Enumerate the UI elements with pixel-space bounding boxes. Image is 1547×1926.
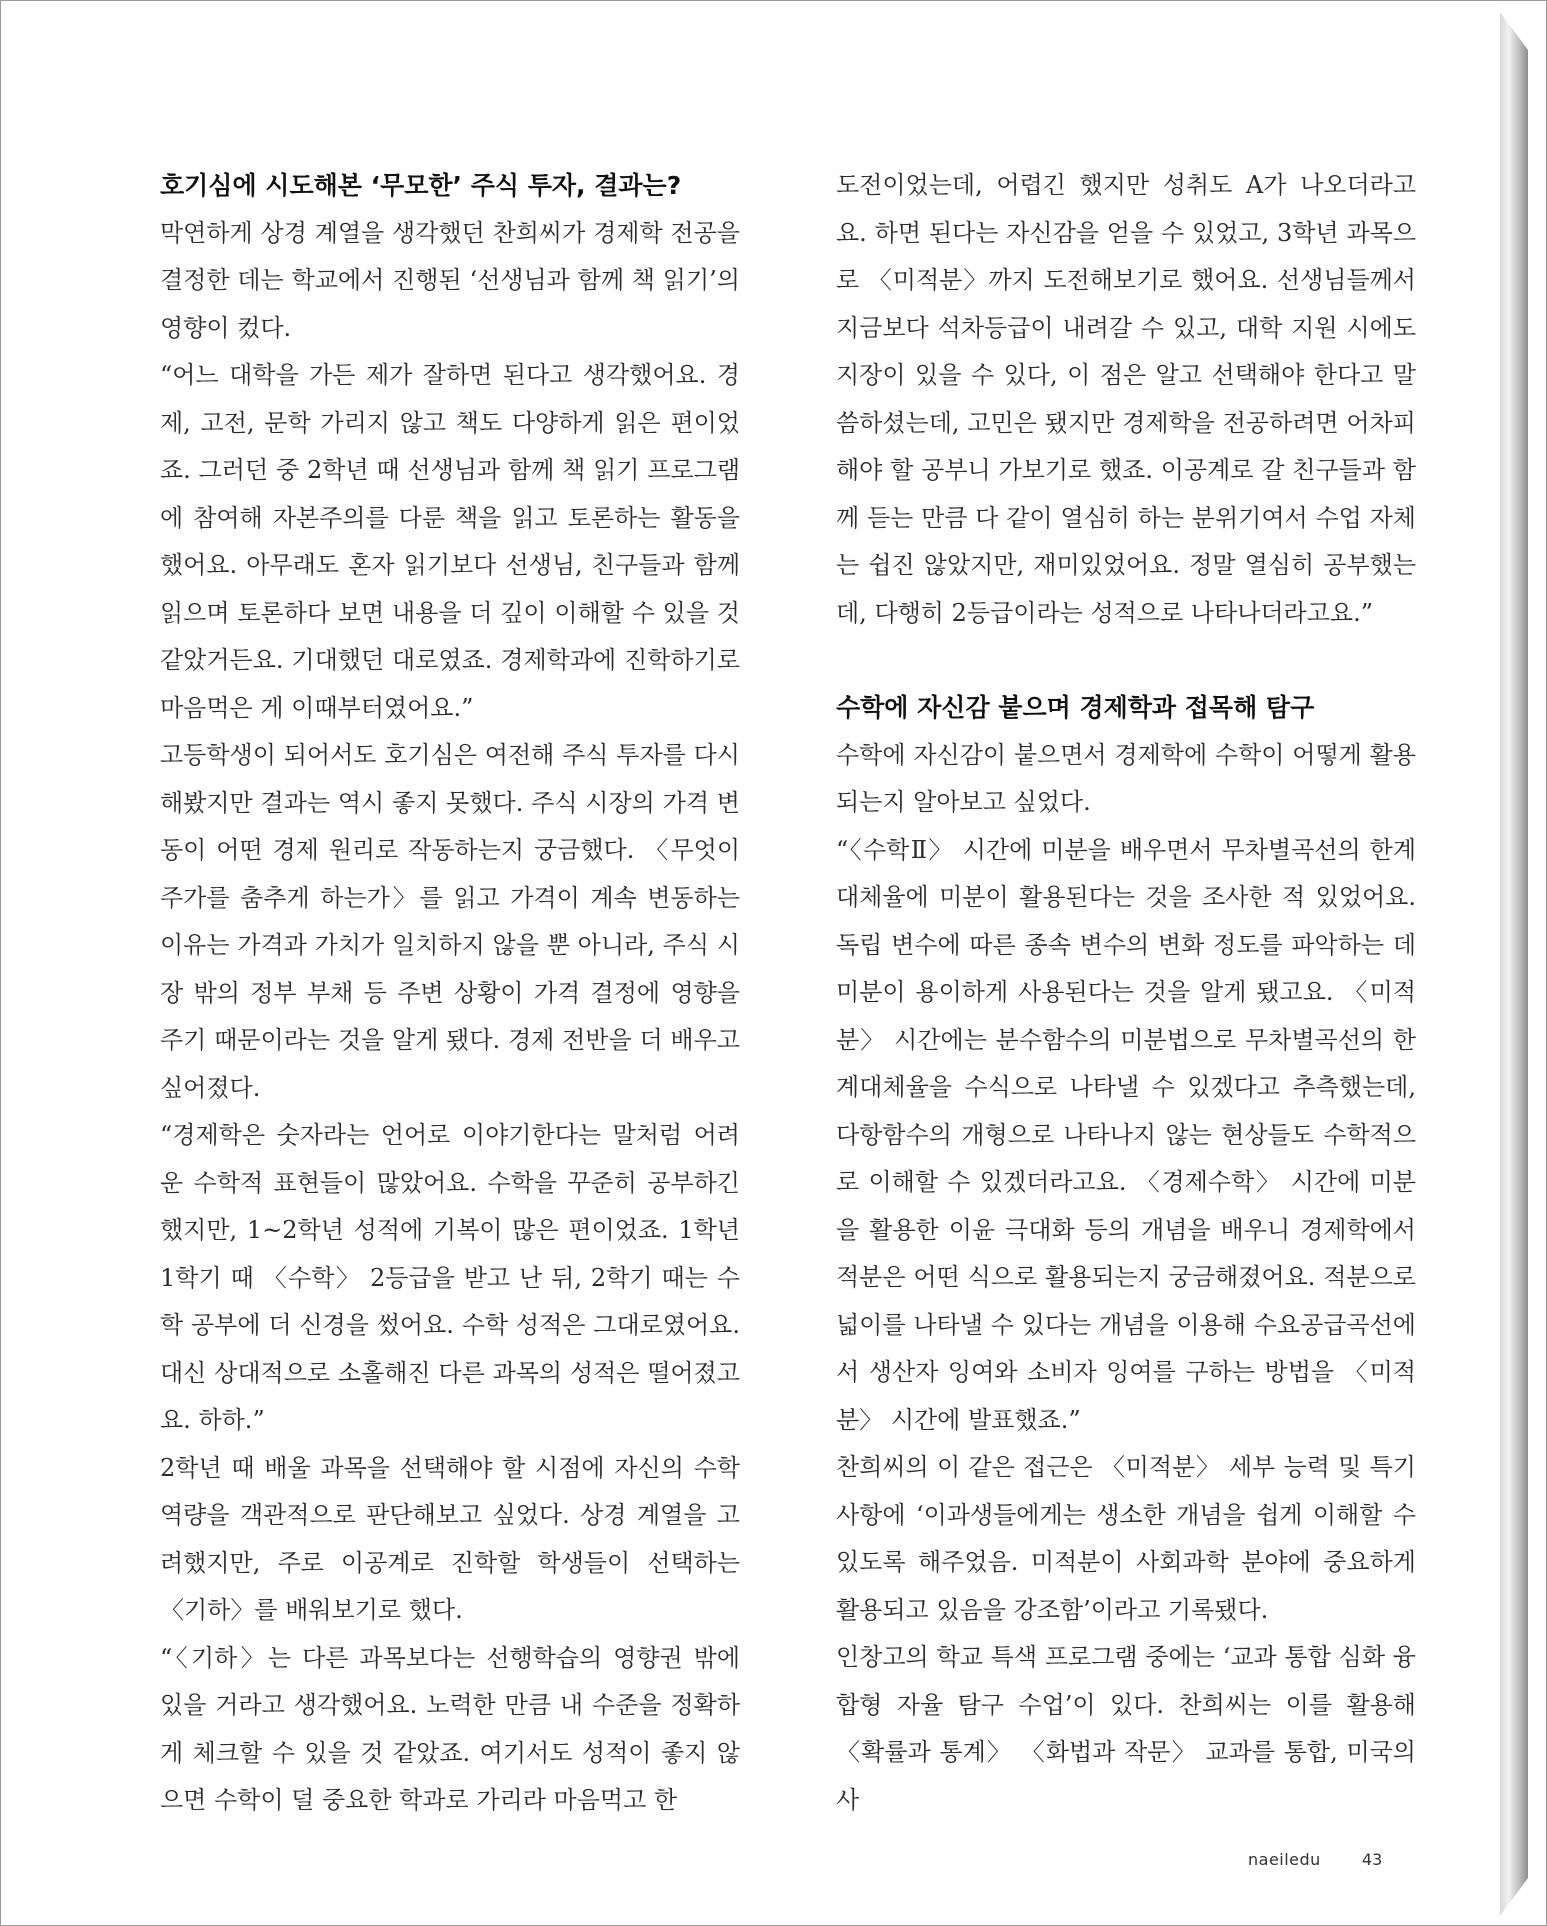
body-paragraph: “어느 대학을 가든 제가 잘하면 된다고 생각했어요. 경제, 고전, 문학 가리지 않고 책도 다양하게 읽은 편이었죠. 그러던 중 2학년 때 선생님과 함께 책 읽기 프로그램에 참여해 자본주의를 다룬 책을 읽고 토론하는 활동을 했어요. 아무래도 혼자 읽기보다 선생님, 친구들과 함께 읽으며 토론하다 보면 내용을 더 깊이 이해할 수 있을 것 같았거든요. 기대했던 대로였죠. 경제학과에 진학하기로 마음먹은 게 이때부터였어요.” [160, 361, 740, 722]
body-paragraph: 수학에 자신감이 붙으면서 경제학에 수학이 어떻게 활용되는지 알아보고 싶었다. [836, 740, 1416, 816]
body-paragraph: 막연하게 상경 계열을 생각했던 찬희씨가 경제학 전공을 결정한 데는 학교에서 진행된 ‘선생님과 함께 책 읽기’의 영향이 컸다. [160, 218, 740, 342]
page-number: 43 [1361, 1850, 1383, 1869]
page-edge-shadow [1500, 12, 1528, 1916]
right-column [836, 162, 1416, 1824]
body-paragraph: 2학년 때 배울 과목을 선택해야 할 시점에 자신의 수학 역량을 객관적으로 판단해보고 싶었다. 상경 계열을 고려했지만, 주로 이공계로 진학할 학생들이 선택하는 〈기하〉를 배워보기로 했다. [160, 1453, 740, 1624]
section-heading-math-economics: 수학에 자신감 붙으며 경제학과 접목해 탐구 [836, 693, 1315, 722]
body-paragraph: 도전이었는데, 어렵긴 했지만 성취도 A가 나오더라고요. 하면 된다는 자신감을 얻을 수 있었고, 3학년 과목으로 〈미적분〉까지 도전해보기로 했어요. 선생님들께서 지금보다 석차등급이 내려갈 수 있고, 대학 지원 시에도 지장이 있을 수 있다, 이 점은 알고 선택해야 한다고 말씀하셨는데, 고민은 됐지만 경제학을 전공하려면 어차피 해야 할 공부니 가보기로 했죠. 이공계로 갈 친구들과 함께 듣는 만큼 다 같이 열심히 하는 분위기여서 수업 자체는 쉽진 않았지만, 재미있었어요. 정말 열심히 공부했는데, 다행히 2등급이라는 성적으로 나타나더라고요.” [836, 171, 1416, 627]
body-paragraph: 고등학생이 되어서도 호기심은 여전해 주식 투자를 다시 해봤지만 결과는 역시 좋지 못했다. 주식 시장의 가격 변동이 어떤 경제 원리로 작동하는지 궁금했다. 〈무엇이 주가를 춤추게 하는가〉를 읽고 가격이 계속 변동하는 이유는 가격과 가치가 일치하지 않을 뿐 아니라, 주식 시장 밖의 정부 부채 등 주변 상황이 가격 결정에 영향을 주기 때문이라는 것을 알게 됐다. 경제 전반을 더 배우고 싶어졌다. [160, 741, 740, 1102]
publication-name: naeiledu [1248, 1850, 1321, 1869]
section-spacer [836, 637, 1416, 684]
body-paragraph: “〈수학Ⅱ〉 시간에 미분을 배우면서 무차별곡선의 한계대체율에 미분이 활용된다는 것을 조사한 적 있었어요. 독립 변수에 따른 종속 변수의 변화 정도를 파악하는 데 미분이 용이하게 사용된다는 것을 알게 됐고요. 〈미적분〉 시간에는 분수함수의 미분법으로 무차별곡선의 한계대체율을 수식으로 나타낼 수 있겠다고 추측했는데, 다항함수의 개형으로 나타나지 않는 현상들도 수학적으로 이해할 수 있겠더라고요. 〈경제수학〉 시간에 미분을 활용한 이윤 극대화 등의 개념을 배우니 경제학에서 적분은 어떤 식으로 활용되는지 궁금해졌어요. 적분으로 넓이를 나타낼 수 있다는 개념을 이용해 수요공급곡선에서 생산자 잉여와 소비자 잉여를 구하는 방법을 〈미적분〉 시간에 발표했죠.” [836, 835, 1416, 1434]
body-paragraph: 찬희씨의 이 같은 접근은 〈미적분〉 세부 능력 및 특기사항에 ‘이과생들에게는 생소한 개념을 쉽게 이해할 수 있도록 해주었음. 미적분이 사회과학 분야에 중요하게 활용되고 있음을 강조함’이라고 기록됐다. [836, 1453, 1416, 1624]
body-paragraph: “〈기하〉는 다른 과목보다는 선행학습의 영향권 밖에 있을 거라고 생각했어요. 노력한 만큼 내 수준을 정확하게 체크할 수 있을 것 같았죠. 여기서도 성적이 좋지 않으면 수학이 덜 중요한 학과로 가리라 마음먹고 한 [160, 1643, 740, 1814]
body-paragraph: “경제학은 숫자라는 언어로 이야기한다는 말처럼 어려운 수학적 표현들이 많았어요. 수학을 꾸준히 공부하긴 했지만, 1~2학년 성적에 기복이 많은 편이었죠. 1학년 1학기 때 〈수학〉 2등급을 받고 난 뒤, 2학기 때는 수학 공부에 더 신경을 썼어요. 수학 성적은 그대로였어요. 대신 상대적으로 소홀해진 다른 과목의 성적은 떨어졌고요. 하하.” [160, 1121, 740, 1434]
body-paragraph: 인창고의 학교 특색 프로그램 중에는 ‘교과 통합 심화 융합형 자율 탐구 수업’이 있다. 찬희씨는 이를 활용해 〈확률과 통계〉 〈화법과 작문〉 교과를 통합, 미국의 사 [836, 1643, 1416, 1814]
left-column [160, 162, 740, 1825]
page-footer [1248, 1850, 1382, 1869]
section-heading-stock-investment: 호기심에 시도해본 ‘무모한’ 주식 투자, 결과는? [160, 171, 682, 200]
